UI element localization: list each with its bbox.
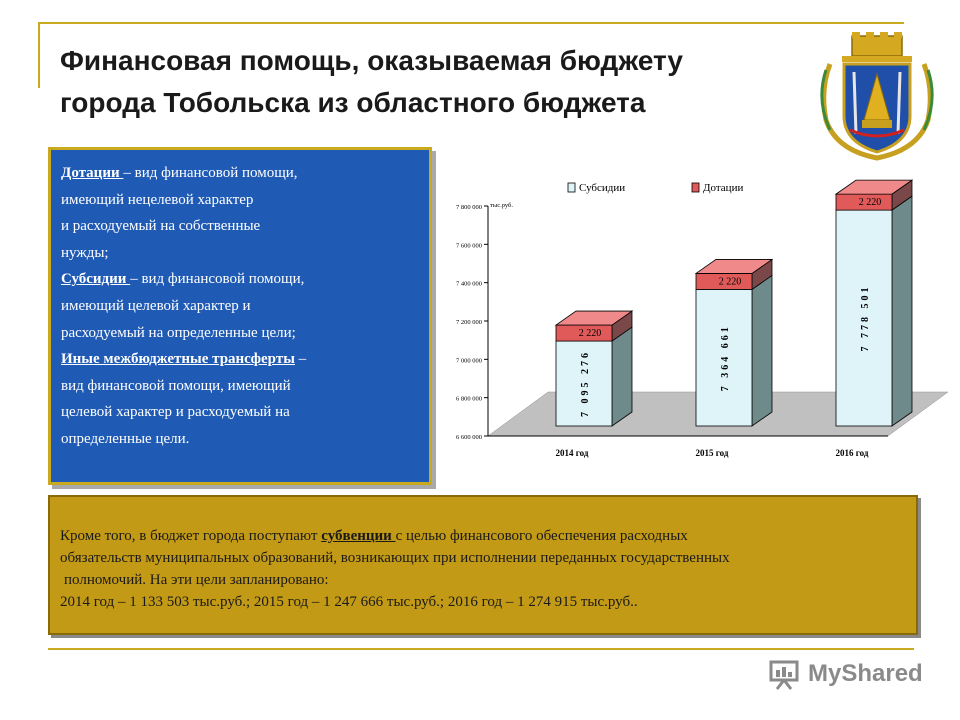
- inye-text-1: –: [294, 351, 307, 368]
- slide-title: [60, 40, 820, 124]
- legend-label: Дотации: [703, 182, 744, 194]
- y-tick-label: 7 000 000: [456, 357, 482, 365]
- data-label-dotacii: 2 220: [578, 328, 602, 340]
- watermark-text: MyShared: [808, 660, 923, 687]
- y-tick-label: 7 200 000: [456, 319, 482, 326]
- presentation-board-icon: [768, 658, 802, 690]
- subsidii-text-3: расходуемый на определенные цели;: [61, 324, 296, 341]
- x-tick-label: 2015 год: [695, 448, 729, 458]
- inye-term: Иные межбюджетные трансферты: [61, 351, 295, 368]
- data-label-subsidii: 7 095 276: [580, 350, 591, 418]
- subventions-line-4: 2014 год – 1 133 503 тыс.руб.; 2015 год – 1 247 666 тыс.руб.; 2016 год – 1 274 915 тыс.руб..: [60, 594, 638, 610]
- definitions-box: [48, 147, 432, 485]
- data-label-dotacii: 2 220: [858, 197, 882, 209]
- dotacii-text-3: и расходуемый на собственные: [61, 218, 261, 235]
- tobolsk-coat-of-arms-icon: [816, 30, 938, 162]
- y-tick-label: 7 400 000: [456, 280, 482, 288]
- y-axis-unit-label: тыс.руб.: [490, 202, 513, 209]
- subsidii-term: Субсидии: [61, 271, 131, 288]
- y-tick-label: 6 800 000: [456, 395, 482, 403]
- y-tick-label: 6 600 000: [456, 434, 482, 441]
- y-tick-label: 7 600 000: [456, 242, 482, 250]
- legend-swatch: [692, 183, 699, 192]
- subventions-line-3: полномочий. На эти цели запланировано:: [64, 572, 329, 588]
- subventions-line-2: обязательств муниципальных образований, возникающих при исполнении переданных государственных: [60, 550, 730, 566]
- left-rule: [38, 22, 40, 88]
- subsidii-text-2: имеющий целевой характер и: [61, 297, 251, 314]
- inye-text-4: определенные цели.: [61, 430, 190, 447]
- subventions-term: субвенции: [321, 528, 396, 544]
- x-tick-label: 2016 год: [835, 448, 869, 458]
- x-tick-label: 2014 год: [555, 448, 589, 458]
- legend-swatch: [568, 183, 575, 192]
- dotacii-text-1: – вид финансовой помощи,: [123, 165, 298, 181]
- dotacii-text-4: нужды;: [61, 244, 109, 261]
- bar-side-subsidii: [612, 327, 632, 426]
- subventions-text-1b: с целью финансового обеспечения расходных: [395, 528, 688, 544]
- subsidii-definition-line: [61, 266, 429, 293]
- subsidii-text-1: – вид финансовой помощи,: [130, 271, 305, 288]
- legend-label: Субсидии: [579, 182, 626, 194]
- data-label-subsidii: 7 364 661: [720, 324, 731, 392]
- inye-definition-line: [61, 346, 429, 373]
- inye-text-2: вид финансовой помощи, имеющий: [61, 377, 291, 394]
- subventions-text-1a: Кроме того, в бюджет города поступают: [60, 528, 322, 544]
- data-label-dotacii: 2 220: [718, 276, 742, 288]
- watermark: [768, 658, 928, 692]
- data-label-subsidii: 7 778 501: [860, 284, 871, 352]
- top-rule: [38, 22, 904, 24]
- transfers-bar-chart: [436, 168, 956, 468]
- bottom-rule: [48, 648, 914, 650]
- y-tick-label: 7 800 000: [456, 204, 482, 211]
- bar-side-subsidii: [892, 196, 912, 426]
- inye-text-3: целевой характер и расходуемый на: [61, 404, 290, 421]
- dotacii-term: Дотации: [61, 165, 124, 181]
- slide-title-line1: Финансовая помощь, оказываемая бюджету: [60, 45, 683, 76]
- subventions-line-1: [60, 505, 916, 547]
- bar-side-subsidii: [752, 275, 772, 426]
- dotacii-text-2: имеющий нецелевой характер: [61, 191, 254, 208]
- dotacii-definition-line: [61, 160, 429, 187]
- slide-title-line2: города Тобольска из областного бюджета: [60, 87, 646, 118]
- subventions-info-box: [48, 495, 918, 635]
